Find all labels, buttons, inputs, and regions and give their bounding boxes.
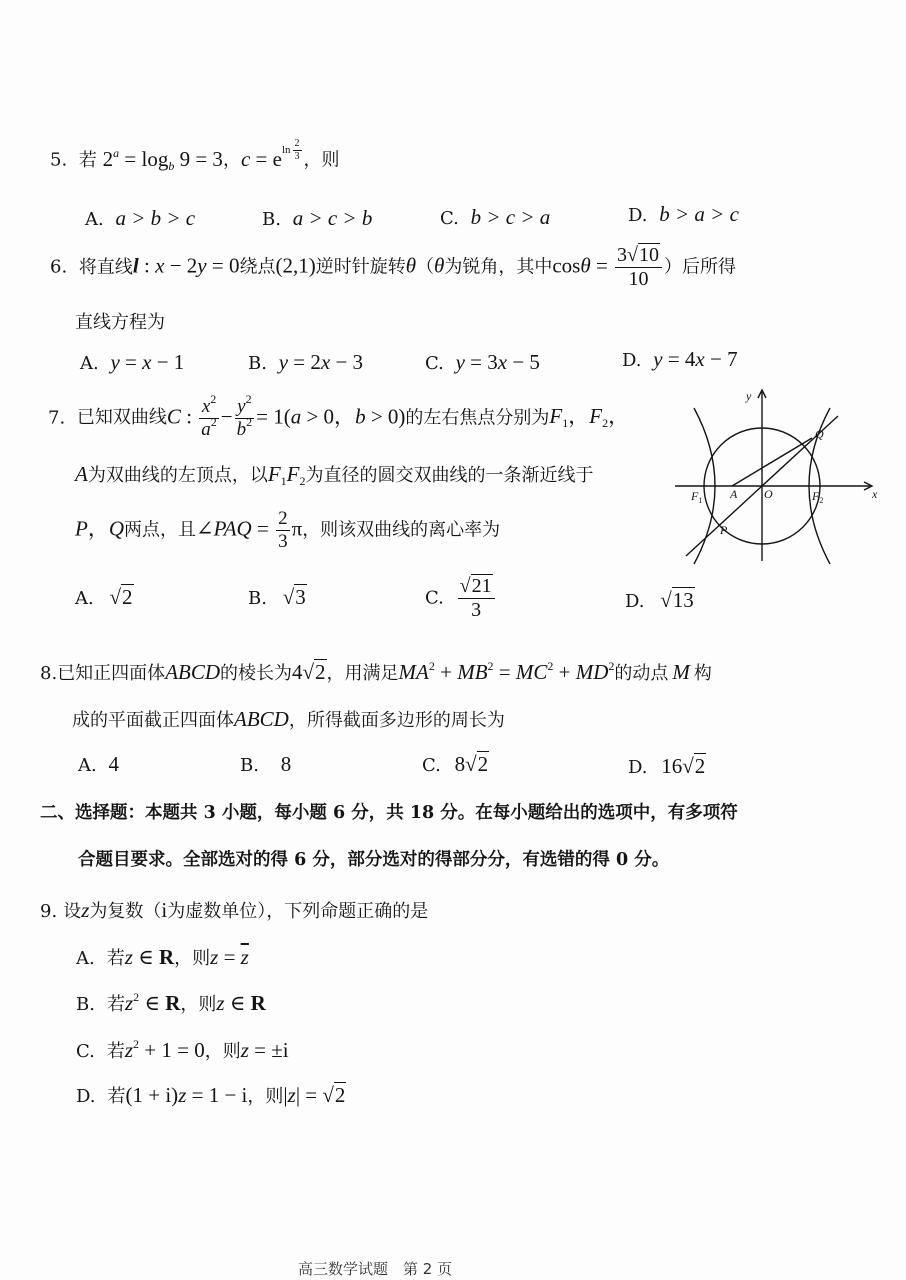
q5-option-a: A. a > b > c: [85, 206, 196, 230]
q7-option-d: D. √13: [625, 588, 694, 612]
q7-stem-line2: A为双曲线的左顶点，以$F_1F_2$为直径的圆交双曲线的一条渐近线于: [75, 462, 594, 488]
q8-option-b: B. 8: [240, 752, 292, 776]
section2-instructions-line2: 合题目要求。全部选对的得 6 分，部分选对的得部分分，有选错的得 0 分。: [78, 850, 670, 870]
q5-stem: 5. 若 $2^a = \log_b 9 = 3$，$c = e^{ln \frac{2}{3}}$ ，则: [50, 138, 340, 173]
label-f2: $F_2$: [812, 489, 824, 505]
page-footer: 高三数学试题 第 2 页: [298, 1260, 453, 1278]
q9-option-c: C. 若$z^2 + 1 = 0$，则z = ±i: [76, 1037, 289, 1062]
label-y: y: [746, 389, 752, 403]
section2-instructions-line1: 二、选择题：本题共 3 小题，每小题 6 分，共 18 分。在每小题给出的选项中，有多项符: [40, 803, 738, 823]
q8-stem-line2: 成的平面截正四面体ABCD，所得截面多边形的周长为: [72, 707, 505, 731]
label-x: x: [872, 487, 878, 501]
q9-option-b: B. 若$z^2$ ∈ R，则z ∈ R: [76, 990, 266, 1015]
label-a: A: [730, 487, 738, 501]
q7-stem-line1: 7. 已知双曲线C : $\frac{x^2}{a^2}$ − $\frac{y^2}{b^2}$ = 1(a > 0，b > 0)的左右焦点分别为$F_1$，$F_2$，: [48, 392, 630, 440]
q9-stem: 9. 设z为复数（i为虚数单位），下列命题正确的是: [40, 898, 429, 922]
q8-option-c: C. 8√2: [422, 752, 489, 776]
q9-option-a: A. 若z ∈ R，则$z = \overline{z}$: [76, 945, 249, 969]
q6-stem-line2: 直线方程为: [75, 312, 165, 333]
q6-option-b: B. y = 2x − 3: [248, 350, 364, 374]
q8-option-a: A. 4: [78, 752, 119, 776]
q7-option-b: B. √3: [248, 585, 306, 609]
q6-option-d: D. y = 4x − 7: [622, 347, 738, 371]
label-o: O: [764, 487, 773, 501]
q5-option-c: C. b > c > a: [440, 205, 551, 229]
q7-stem-line3: P，Q两点，且∠PAQ = $\frac{2}{3}$ π，则该双曲线的离心率为: [75, 508, 501, 552]
q6-option-a: A. y = x − 1: [80, 350, 185, 374]
label-f1: $F_1$: [691, 489, 703, 505]
q9-option-d: D. 若(1 + i)z = 1 − i，则|z| = √2: [76, 1083, 346, 1107]
q5-option-b: B. a > c > b: [262, 206, 373, 230]
q5-option-d: D. b > a > c: [628, 202, 739, 226]
q7-hyperbola-figure: [670, 386, 885, 566]
label-p: P: [720, 523, 728, 537]
label-q: Q: [815, 427, 824, 441]
q8-option-d: D. 16√2: [628, 754, 706, 778]
q7-option-c: C. $\frac{√21}{3}$: [425, 575, 497, 622]
q6-stem-line1: 6. 将直线l : x − 2y = 0绕点(2,1)逆时针旋转θ（θ为锐角，其中cosθ = $\frac{3√10}{10}$ ）后所得: [50, 244, 737, 290]
q8-stem-line1: 8.已知正四面体ABCD的棱长为4√2，用满足$MA^2 + MB^2 = MC^2 + MD^2$的动点 M 构: [40, 659, 712, 684]
q7-option-a: A. √2: [75, 585, 133, 609]
q6-option-c: C. y = 3x − 5: [425, 350, 540, 374]
line-aq: [732, 438, 812, 486]
